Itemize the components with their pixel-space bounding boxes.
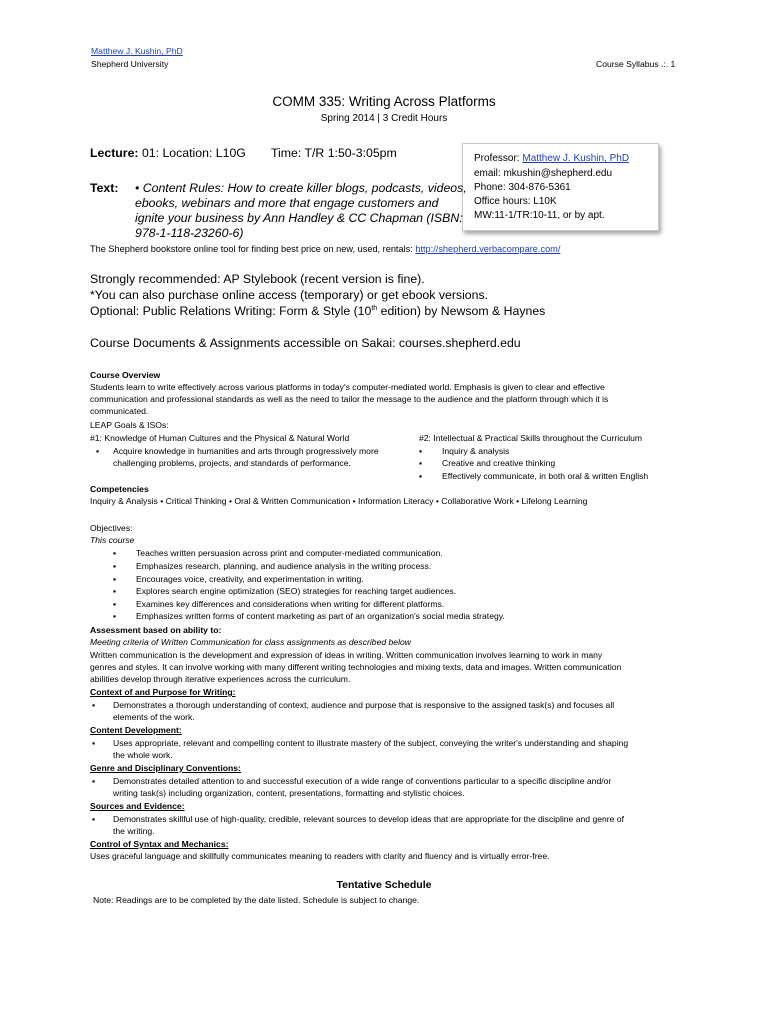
leap-goal-2-item: Inquiry & analysis bbox=[442, 446, 510, 456]
course-term: Spring 2014 | 3 Credit Hours bbox=[320, 113, 448, 124]
textbook-line-2: ebooks, webinars and more that engage customers and bbox=[135, 196, 439, 210]
competencies-text: Inquiry & Analysis • Critical Thinking • Oral & Written Communication • Information Literacy • Collaborative Work • Lifelong Learning bbox=[90, 496, 588, 506]
leap-goal-1-item-line-1: Acquire knowledge in humanities and arts through progressively more bbox=[113, 446, 379, 456]
assessment-section-title: Content Development: bbox=[90, 725, 182, 735]
lecture-time: Time: T/R 1:50-3:05pm bbox=[271, 146, 397, 160]
objective-item: Encourages voice, creativity, and experimentation in writing. bbox=[136, 574, 364, 584]
assessment-syntax-title: Control of Syntax and Mechanics: bbox=[90, 839, 229, 849]
overview-line-2: communication and professional standards as well as the need to tailor the message to the audience and the platform through which it is bbox=[90, 394, 609, 404]
assessment-heading: Assessment based on ability to: bbox=[90, 625, 222, 635]
schedule-note: Note: Readings are to be completed by the date listed. Schedule is subject to change. bbox=[93, 895, 420, 905]
lecture-value: 01: Location: L10G bbox=[141, 146, 246, 160]
author-link[interactable]: Matthew J. Kushin, PhD bbox=[91, 46, 183, 56]
objective-item: Examines key differences and considerations when writing for different platforms. bbox=[136, 599, 445, 609]
assessment-intro-line: abilities develop through iterative experiences across the curriculum. bbox=[90, 674, 351, 684]
leap-goal-1-item-line-2: challenging problems, projects, and standards of performance. bbox=[113, 458, 351, 468]
professor-hours: MW:11-1/TR:10-11, or by apt. bbox=[474, 210, 605, 221]
overview-line-1: Students learn to write effectively across various platforms in today's computer-mediated world. Emphasis is given to clear and effective bbox=[90, 382, 605, 392]
assessment-section-line: the whole work. bbox=[113, 750, 173, 760]
assessment-section-line: Demonstrates a thorough understanding of context, audience and purpose that is responsive to the assigned task(s) and focuses all bbox=[113, 700, 615, 710]
lecture-label: Lecture: bbox=[90, 146, 139, 160]
professor-office: Office hours: L10K bbox=[474, 196, 557, 207]
overview-line-3: communicated. bbox=[90, 406, 149, 416]
recommended-line-3 bbox=[90, 304, 545, 318]
textbook-line-3: ignite your business by Ann Handley & CC Chapman (ISBN: bbox=[135, 211, 463, 225]
page-label: Course Syllabus .:. 1 bbox=[596, 59, 676, 69]
objectives-intro: This course bbox=[90, 535, 135, 545]
leap-goal-2: #2: Intellectual & Practical Skills throughout the Curriculum bbox=[419, 433, 643, 443]
leap-heading: LEAP Goals & ISOs: bbox=[90, 420, 169, 430]
assessment-section-line: Demonstrates detailed attention to and successful execution of a wide range of conventions particular to a specific discipline and/or bbox=[113, 776, 612, 786]
assessment-section-title: Sources and Evidence: bbox=[90, 801, 185, 811]
schedule-heading: Tentative Schedule bbox=[336, 879, 432, 891]
optional-text-b: edition) by Newsom & Haynes bbox=[377, 304, 546, 318]
bullet: ▪ bbox=[92, 700, 96, 710]
bullet: ▪ bbox=[92, 776, 96, 786]
assessment-section-line: elements of the work. bbox=[113, 712, 195, 722]
optional-sup: th bbox=[371, 304, 378, 312]
overview-heading: Course Overview bbox=[90, 370, 161, 380]
competencies-heading: Competencies bbox=[90, 484, 149, 494]
assessment-section-line: Demonstrates skillful use of high-quality, credible, relevant sources to develop ideas that are appropriate for the discipline and genre of bbox=[113, 814, 624, 824]
bullet: ▪ bbox=[113, 561, 117, 571]
professor-box bbox=[462, 143, 659, 231]
bullet: ▪ bbox=[113, 611, 117, 621]
professor-email: email: mkushin@shepherd.edu bbox=[474, 168, 613, 179]
bullet: ▪ bbox=[419, 446, 423, 456]
sakai-line: Course Documents & Assignments accessible on Sakai: courses.shepherd.edu bbox=[90, 336, 521, 350]
bullet: ▪ bbox=[419, 471, 423, 481]
optional-text-a: Optional: Public Relations Writing: Form & Style (10 bbox=[90, 304, 372, 318]
professor-line bbox=[474, 153, 629, 164]
bookstore-text: The Shepherd bookstore online tool for finding best price on new, used, rentals: bbox=[90, 244, 416, 254]
bullet: ▪ bbox=[113, 599, 117, 609]
professor-name-link[interactable]: Matthew J. Kushin, PhD bbox=[522, 153, 630, 164]
objectives-heading: Objectives: bbox=[90, 523, 133, 533]
leap-goal-2-item: Effectively communicate, in both oral & written English bbox=[442, 471, 649, 481]
assessment-section-line: the writing. bbox=[113, 826, 155, 836]
leap-goal-1: #1: Knowledge of Human Cultures and the Physical & Natural World bbox=[90, 433, 350, 443]
lecture-info bbox=[90, 146, 246, 160]
bullet: ▪ bbox=[419, 458, 423, 468]
text-label: Text: bbox=[90, 181, 119, 195]
bullet: ▪ bbox=[92, 814, 96, 824]
bullet: ▪ bbox=[96, 446, 100, 456]
assessment-syntax-text: Uses graceful language and skillfully communicates meaning to readers with clarity and fluency and is virtually error-free. bbox=[90, 851, 550, 861]
assessment-section-line: writing task(s) including organization, content, presentations, formatting and stylistic choices. bbox=[113, 788, 465, 798]
bullet: ▪ bbox=[92, 738, 96, 748]
assessment-intro-line: Written communication is the development and expression of ideas in writing. Written communication involves learning to work in many bbox=[90, 650, 603, 660]
objective-item: Emphasizes research, planning, and audience analysis in the writing process. bbox=[136, 561, 432, 571]
leap-goal-2-item: Creative and creative thinking bbox=[442, 458, 556, 468]
bullet: ▪ bbox=[113, 574, 117, 584]
assessment-criteria: Meeting criteria of Written Communication for class assignments as described below bbox=[90, 637, 411, 647]
objective-item: Explores search engine optimization (SEO) strategies for reaching target audiences. bbox=[136, 586, 457, 596]
professor-phone: Phone: 304-876-5361 bbox=[474, 182, 571, 193]
assessment-intro-line: genres and styles. It can involve working with many different writing technologies and mixing texts, data and images. Written communication bbox=[90, 662, 622, 672]
bullet: ▪ bbox=[113, 548, 117, 558]
university-name: Shepherd University bbox=[91, 59, 169, 69]
course-title: COMM 335: Writing Across Platforms bbox=[272, 94, 496, 109]
objective-item: Emphasizes written forms of content marketing as part of an organization's social media strategy. bbox=[136, 611, 505, 621]
objective-item: Teaches written persuasion across print and computer-mediated communication. bbox=[136, 548, 443, 558]
professor-label: Professor: bbox=[474, 153, 523, 164]
bullet: ▪ bbox=[113, 586, 117, 596]
assessment-section-line: Uses appropriate, relevant and compelling content to illustrate mastery of the subject, conveying the writer's understanding and shaping bbox=[113, 738, 629, 748]
recommended-line-2: *You can also purchase online access (temporary) or get ebook versions. bbox=[90, 288, 489, 302]
bookstore-link[interactable]: http://shepherd.verbacompare.com/ bbox=[415, 244, 561, 254]
textbook-line-1: • Content Rules: How to create killer blogs, podcasts, videos, bbox=[135, 181, 467, 195]
recommended-line-1: Strongly recommended: AP Stylebook (recent version is fine). bbox=[90, 272, 425, 286]
assessment-section-title: Context of and Purpose for Writing: bbox=[90, 687, 236, 697]
assessment-section-title: Genre and Disciplinary Conventions: bbox=[90, 763, 241, 773]
textbook-line-4: 978-1-118-23260-6) bbox=[135, 226, 244, 240]
bookstore-line bbox=[90, 243, 560, 256]
